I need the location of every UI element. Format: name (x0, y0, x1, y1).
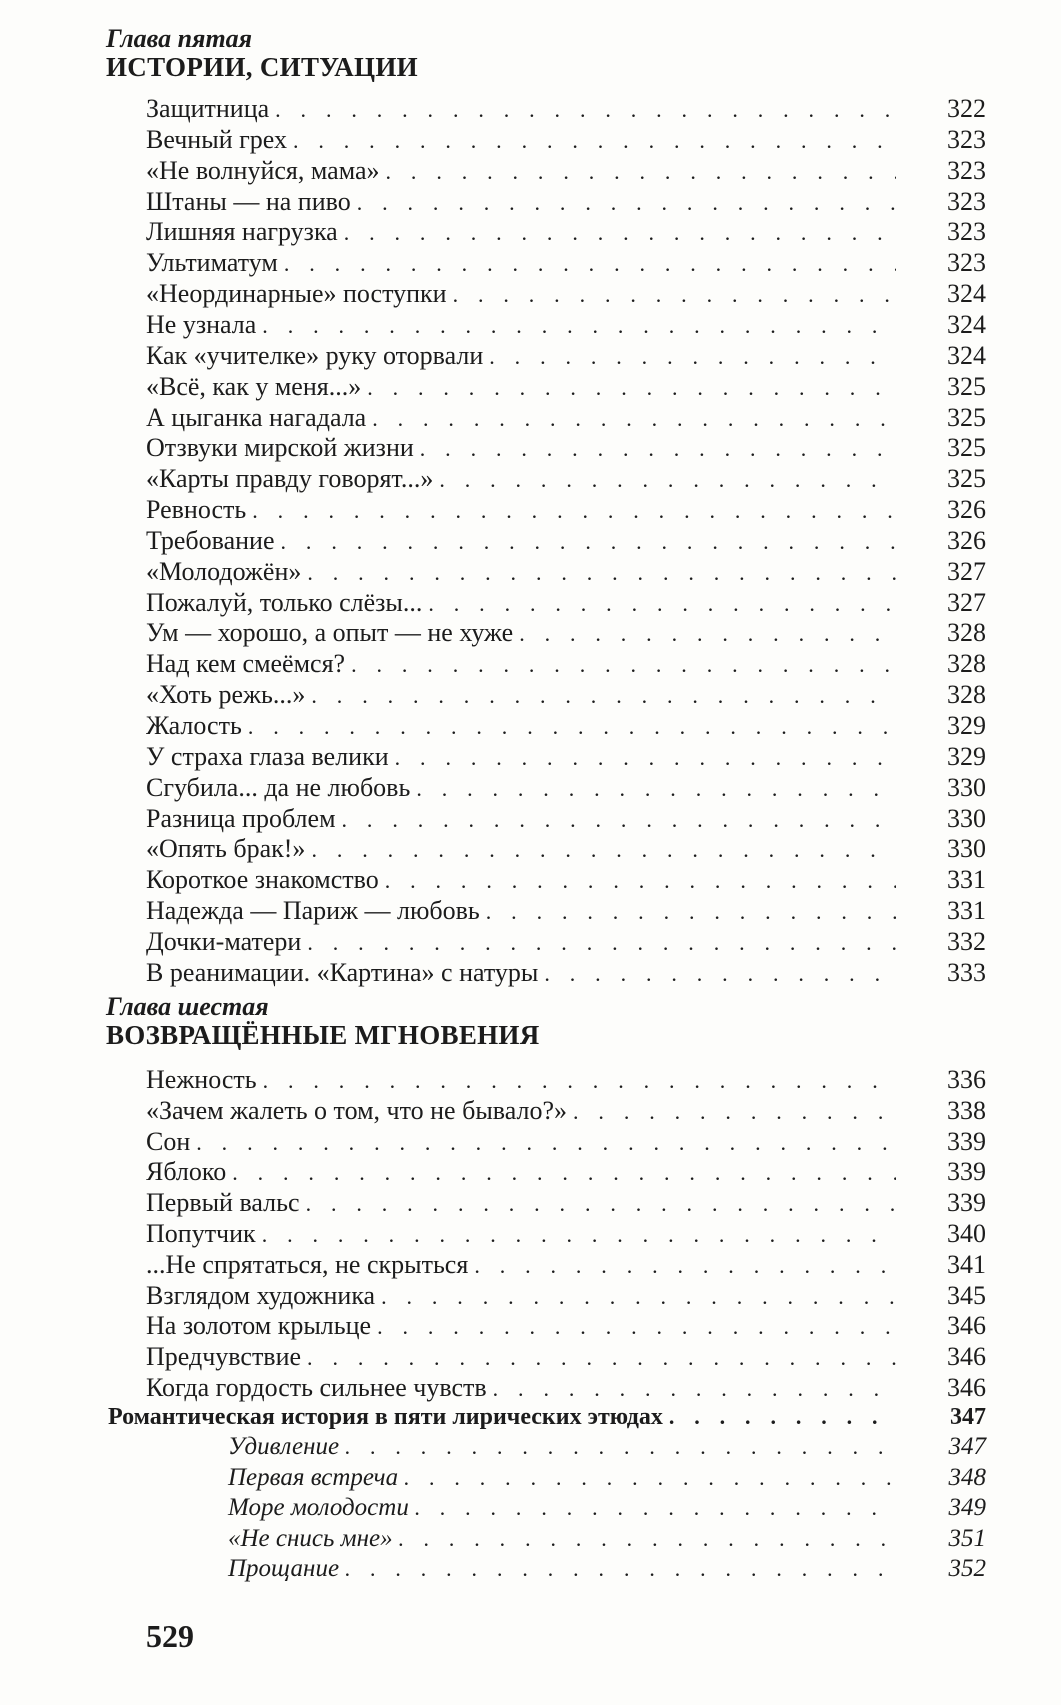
toc-entry-title: Лишняя нагрузка (146, 217, 338, 247)
toc-entry-title: Требование (146, 525, 275, 555)
dot-leader (367, 373, 896, 403)
toc-entry-title: Попутчик (146, 1219, 256, 1248)
toc-entry (146, 372, 986, 402)
toc-entry (146, 495, 986, 525)
dot-leader (544, 959, 896, 989)
toc-entry-page: 327 (947, 587, 986, 617)
toc-entry-title: «Хоть режь...» (146, 680, 306, 710)
dot-leader (377, 1312, 896, 1342)
dot-leader (669, 1402, 896, 1432)
toc-entry-page: 323 (947, 186, 986, 216)
toc-entry-title: Когда гордость сильнее чувств (146, 1373, 487, 1402)
toc-entry (146, 1311, 986, 1341)
dot-leader (307, 928, 896, 958)
toc-entry (146, 896, 986, 926)
toc-entry-page: 351 (948, 1524, 986, 1552)
toc-entry-page: 329 (947, 711, 986, 740)
toc-entry (146, 1188, 986, 1218)
toc-entry-title: Удивление (228, 1433, 340, 1460)
dot-leader (416, 774, 896, 804)
toc-entry (146, 1373, 986, 1403)
dot-leader (344, 218, 896, 248)
dot-leader (453, 280, 896, 310)
toc-entry-title: «Опять брак!» (146, 834, 306, 864)
toc-entry-title: Яблоко (146, 1157, 227, 1187)
toc-entry (146, 742, 986, 772)
toc-entry-title: «Всё, как у меня...» (146, 371, 362, 401)
toc-entry (146, 279, 986, 309)
toc-entry-page: 348 (948, 1463, 986, 1491)
dot-leader (262, 311, 896, 341)
toc-entry-page: 330 (947, 772, 986, 802)
page-number: 529 (146, 1618, 194, 1654)
dot-leader (489, 342, 896, 372)
dot-leader (439, 465, 896, 495)
toc-entry (146, 1250, 986, 1280)
toc-entry-title: Сон (146, 1126, 191, 1156)
dot-leader (428, 589, 896, 619)
toc-entry (146, 1342, 986, 1372)
dot-leader (263, 1066, 896, 1096)
toc-entry-page: 325 (947, 464, 986, 494)
dot-leader (381, 1282, 896, 1312)
dot-leader (232, 1158, 896, 1188)
toc-entry-title: Взглядом художника (146, 1280, 376, 1310)
toc-entry-title: Отзвуки мирской жизни (146, 433, 414, 463)
toc-entry-page: 328 (947, 649, 986, 679)
toc-entry (146, 526, 986, 556)
toc-entry (146, 125, 986, 155)
toc-entry-title: Надежда — Париж — любовь (146, 896, 480, 926)
dot-leader (399, 1524, 896, 1554)
toc-entry (228, 1493, 986, 1523)
toc-entry (146, 711, 986, 741)
dot-leader (307, 558, 896, 588)
toc-entry-page: 336 (947, 1065, 986, 1094)
toc-entry-page: 325 (947, 433, 986, 463)
toc-entry-page: 346 (947, 1342, 986, 1372)
toc-entry (146, 94, 986, 124)
chapter-5-label: Глава пятая (106, 24, 253, 53)
dot-leader (345, 1432, 896, 1462)
toc-entry-page: 323 (947, 124, 986, 154)
dot-leader (262, 1220, 896, 1250)
toc-entry-title: Разница проблем (146, 803, 336, 833)
toc-entry-title: Жалость (146, 711, 242, 740)
dot-leader (357, 188, 896, 218)
toc-entry (228, 1554, 986, 1584)
toc-entry-page: 328 (947, 680, 986, 710)
toc-entry-title: «Неординарные» поступки (146, 279, 447, 309)
toc-entry (146, 248, 986, 278)
toc-entry-title: Ультиматум (146, 248, 278, 278)
dot-leader (281, 527, 896, 557)
toc-entry (146, 834, 986, 864)
toc-entry-page: 324 (947, 309, 986, 339)
toc-entry-title: Предчувствие (146, 1342, 302, 1372)
toc-entry-page: 341 (947, 1249, 986, 1279)
toc-entry-title: У страха глаза велики (146, 741, 389, 771)
toc-entry (146, 680, 986, 710)
toc-entry-page: 322 (947, 94, 986, 123)
toc-entry-page: 329 (947, 741, 986, 771)
toc-entry-title: Романтическая история в пяти лирических этюдах (108, 1404, 663, 1430)
toc-entry-title: Защитница (146, 94, 270, 123)
dot-leader (293, 126, 896, 156)
dot-leader (372, 404, 896, 434)
toc-entry-title: «Не снись мне» (228, 1524, 393, 1552)
toc-entry-title: Короткое знакомство (146, 865, 379, 895)
toc-entry-page: 349 (948, 1494, 986, 1522)
toc-entry-title: «Карты правду говорят...» (146, 464, 434, 494)
toc-entry-page: 323 (947, 248, 986, 278)
toc-entry-page: 333 (947, 957, 986, 987)
toc-entry (146, 217, 986, 247)
toc-entry-page: 340 (947, 1219, 986, 1248)
dot-leader (420, 434, 896, 464)
toc-entry-page: 326 (947, 495, 986, 525)
toc-entry-title: Не узнала (146, 309, 257, 339)
toc-entry-page: 325 (947, 371, 986, 401)
toc-entry-title: А цыганка нагадала (146, 402, 367, 432)
toc-entry-page: 323 (947, 155, 986, 185)
toc-entry-page: 339 (947, 1126, 986, 1156)
toc-entry-page: 324 (947, 279, 986, 309)
toc-entry (228, 1463, 986, 1493)
toc-entry-title: Ум — хорошо, а опыт — не хуже (146, 618, 514, 648)
toc-entry (146, 1219, 986, 1249)
dot-leader (493, 1374, 896, 1404)
toc-entry (146, 341, 986, 371)
toc-entry-page: 339 (947, 1157, 986, 1187)
toc-entry (146, 557, 986, 587)
toc-entry (146, 187, 986, 217)
dot-leader (311, 835, 896, 865)
dot-leader (573, 1097, 896, 1127)
toc-entry (146, 1127, 986, 1157)
toc-entry-page: 328 (947, 618, 986, 648)
toc-entry-page: 323 (947, 217, 986, 247)
toc-entry-title: Над кем смеёмся? (146, 649, 346, 679)
toc-entry (146, 1157, 986, 1187)
toc-entry-title: Дочки-матери (146, 926, 302, 956)
dot-leader (284, 249, 896, 279)
dot-leader (351, 650, 896, 680)
chapter-6-title: ВОЗВРАЩЁННЫЕ МГНОВЕНИЯ (106, 1020, 540, 1050)
toc-entry-page: 332 (947, 926, 986, 956)
dot-leader (386, 157, 896, 187)
chapter-6-label: Глава шестая (106, 992, 269, 1021)
toc-entry (146, 1281, 986, 1311)
toc-entry-title: Нежность (146, 1065, 257, 1094)
toc-entry-title: Сгубила... да не любовь (146, 772, 411, 802)
toc-entry (146, 804, 986, 834)
toc-entry-title: Море молодости (228, 1494, 409, 1522)
dot-leader (342, 805, 896, 835)
dot-leader (345, 1554, 896, 1584)
dot-leader (275, 95, 896, 125)
toc-entry-page: 347 (950, 1404, 986, 1430)
dot-leader (415, 1493, 896, 1523)
dot-leader (519, 619, 896, 649)
toc-entry-title: Ревность (146, 495, 247, 525)
toc-entry (146, 927, 986, 957)
toc-entry-page: 345 (947, 1280, 986, 1310)
toc-entry-page: 338 (947, 1095, 986, 1125)
toc-entry (228, 1524, 986, 1554)
toc-entry-page: 324 (947, 340, 986, 370)
toc-entry-title: Пожалуй, только слёзы... (146, 587, 423, 617)
toc-entry-title: ...Не спрятаться, не скрыться (146, 1249, 469, 1279)
toc-entry-page: 330 (947, 834, 986, 864)
toc-entry-title: Вечный грех (146, 124, 287, 154)
toc-entry (146, 403, 986, 433)
toc-entry-title: «Не волнуйся, мама» (146, 155, 380, 185)
chapter-5-title: ИСТОРИИ, СИТУАЦИИ (106, 52, 418, 82)
toc-entry-page: 325 (947, 402, 986, 432)
toc-entry (146, 1065, 986, 1095)
dot-leader (404, 1463, 896, 1493)
toc-entry-title: Первая встреча (228, 1463, 399, 1491)
toc-entry-title: Штаны — на пиво (146, 186, 351, 216)
toc-entry-page: 326 (947, 525, 986, 555)
toc-entry-title: Как «учителке» руку оторвали (146, 340, 484, 370)
toc-entry (146, 649, 986, 679)
toc-entry (146, 156, 986, 186)
toc-entry-title: В реанимации. «Картина» с натуры (146, 957, 539, 987)
dot-leader (248, 712, 896, 742)
toc-entry (146, 464, 986, 494)
dot-leader (395, 743, 896, 773)
toc-entry (146, 773, 986, 803)
dot-leader (196, 1128, 896, 1158)
toc-entry (146, 433, 986, 463)
toc-entry (146, 588, 986, 618)
toc-entry-page: 346 (947, 1311, 986, 1341)
toc-entry (146, 310, 986, 340)
toc-entry-title: Прощание (228, 1555, 340, 1583)
toc-entry-page: 331 (947, 896, 986, 926)
toc-entry-title: «Молодожён» (146, 556, 302, 586)
toc-entry-page: 352 (948, 1555, 986, 1583)
toc-entry (146, 1096, 986, 1126)
dot-leader (385, 866, 896, 896)
toc-entry-page: 330 (947, 803, 986, 833)
toc-entry-title: Первый вальс (146, 1188, 300, 1218)
dot-leader (311, 681, 896, 711)
dot-leader (307, 1343, 896, 1373)
toc-entry (228, 1432, 986, 1462)
toc-entry (146, 865, 986, 895)
toc-entry-title: На золотом крыльце (146, 1311, 372, 1341)
toc-entry-page: 327 (947, 556, 986, 586)
toc-entry-page: 339 (947, 1188, 986, 1218)
dot-leader (306, 1189, 896, 1219)
dot-leader (474, 1251, 896, 1281)
toc-entry-title: «Зачем жалеть о том, что не бывало?» (146, 1095, 568, 1125)
dot-leader (486, 897, 896, 927)
toc-entry-page: 331 (947, 865, 986, 895)
romantic-history-entry (108, 1402, 986, 1432)
toc-entry (146, 958, 986, 988)
dot-leader (252, 496, 896, 526)
toc-entry-page: 346 (947, 1373, 986, 1402)
toc-entry (146, 618, 986, 648)
toc-entry-page: 347 (948, 1433, 986, 1460)
